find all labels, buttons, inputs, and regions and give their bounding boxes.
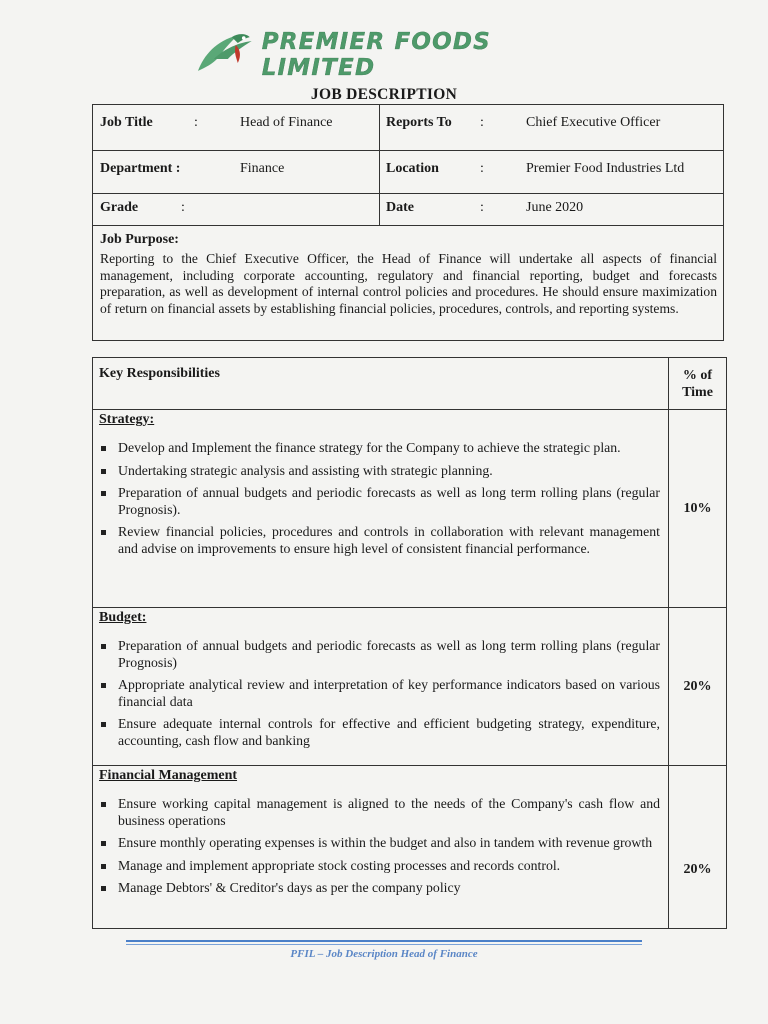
section-title: Financial Management: [99, 768, 238, 783]
key-responsibilities-header: Key Responsibilities: [93, 358, 669, 409]
colon: :: [194, 115, 198, 130]
job-title-label: Job Title: [100, 115, 153, 130]
job-title-value: Head of Finance: [240, 115, 333, 130]
date-label: Date: [386, 200, 414, 215]
list-item: Manage and implement appropriate stock costing processes and records control.: [99, 858, 660, 875]
list-item: Ensure monthly operating expenses is within the budget and also in tandem with revenue growth: [99, 835, 660, 852]
company-logo: [192, 28, 612, 81]
reports-to-value: Chief Executive Officer: [526, 115, 661, 130]
bird-logo-icon: [192, 29, 258, 75]
section-budget: [93, 608, 726, 766]
list-item: Preparation of annual budgets and periodic forecasts as well as long term rolling plans (regular Prognosis).: [99, 485, 660, 518]
time-header: % of Time: [682, 368, 713, 400]
responsibilities-table: [92, 357, 727, 929]
header-row-grade: [93, 194, 723, 226]
section-time: 20%: [683, 678, 712, 694]
section-financial-management: [93, 766, 726, 928]
responsibilities-header-row: [93, 358, 726, 410]
section-time: 20%: [683, 862, 712, 877]
job-purpose-label: Job Purpose:: [100, 232, 179, 247]
section-time: 10%: [683, 500, 712, 516]
section-title: Budget:: [99, 610, 147, 625]
location-label: Location: [386, 161, 439, 176]
job-header-table: [92, 104, 724, 341]
list-item: Develop and Implement the finance strategy for the Company to achieve the strategic plan.: [99, 440, 660, 457]
location-value: Premier Food Industries Ltd: [526, 161, 685, 176]
colon: :: [480, 200, 484, 215]
document-title: JOB DESCRIPTION: [310, 86, 458, 103]
department-value: Finance: [240, 161, 285, 176]
footer-text: PFIL – Job Description Head of Finance: [290, 948, 478, 960]
list-item: Manage Debtors' & Creditor's days as per the company policy: [99, 880, 660, 897]
list-item: Review financial policies, procedures and controls in collaboration with relevant management and advise on improvements to ensure high level of consistent financial performance.: [99, 524, 660, 557]
date-value: June 2020: [526, 200, 584, 215]
section-title: Strategy:: [99, 412, 155, 427]
department-label: Department :: [100, 161, 181, 176]
footer-divider: [126, 940, 642, 945]
list-item: Undertaking strategic analysis and assisting with strategic planning.: [99, 463, 660, 480]
list-item: Ensure working capital management is aligned to the needs of the Company's cash flow and business operations: [99, 796, 660, 829]
list-item: Preparation of annual budgets and periodic forecasts as well as long term rolling plans (regular Prognosis): [99, 638, 660, 671]
colon: :: [480, 115, 484, 130]
colon: :: [181, 200, 185, 215]
header-row-job-title: [93, 105, 723, 151]
company-name: PREMIER FOODS LIMITED: [261, 29, 491, 81]
reports-to-label: Reports To: [386, 115, 452, 130]
section-strategy: [93, 410, 726, 608]
grade-label: Grade: [100, 200, 139, 215]
job-purpose-text: Reporting to the Chief Executive Officer, the Head of Finance will undertake all aspects of financial management, including corporate accounting, regulatory and financial reporting, budget and forecasts preparation, as well as development of internal control policies and procedures. He should ensure maximization of return on financial assets by establishing financial policies, procedures, controls, and reporting systems.: [100, 251, 717, 316]
header-row-department: [93, 151, 723, 194]
job-purpose: [93, 226, 723, 340]
colon: :: [480, 161, 484, 176]
list-item: Ensure adequate internal controls for effective and efficient budgeting strategy, expenditure, accounting, cash flow and banking: [99, 716, 660, 749]
list-item: Appropriate analytical review and interpretation of key performance indicators based on various financial data: [99, 677, 660, 710]
